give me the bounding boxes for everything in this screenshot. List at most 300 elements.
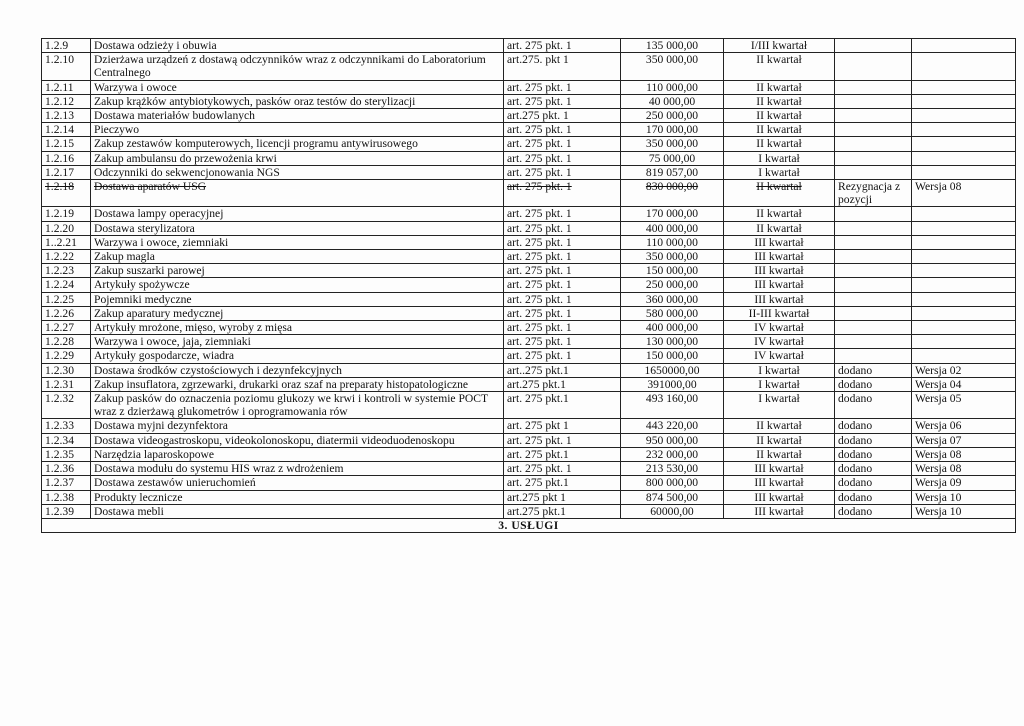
row-status-cell	[835, 504, 912, 518]
row-legal-basis-cell	[504, 392, 621, 419]
row-status-cell	[835, 109, 912, 123]
row-description-cell	[91, 419, 504, 433]
row-description: Odczynniki do sekwencjonowania NGS	[94, 165, 280, 179]
row-legal-basis: art. 275 pkt. 1	[507, 250, 572, 264]
table-row	[42, 137, 1016, 151]
row-value-cell	[621, 123, 724, 137]
row-status-cell	[835, 306, 912, 320]
row-value: 250 000,00	[645, 109, 699, 123]
row-version-cell	[912, 221, 1016, 235]
table-row	[42, 335, 1016, 349]
row-number-cell	[42, 235, 91, 249]
row-number-cell	[42, 53, 91, 80]
row-number-cell	[42, 207, 91, 221]
table-row	[42, 292, 1016, 306]
row-description: Pieczywo	[94, 123, 140, 137]
row-quarter-cell	[724, 53, 835, 80]
row-status-cell	[835, 180, 912, 207]
row-number-cell	[42, 447, 91, 461]
row-quarter-cell	[724, 207, 835, 221]
row-number: 1.2.13	[45, 109, 74, 123]
row-legal-basis: art. 275 pkt.1	[507, 476, 569, 490]
row-number: 1.2.36	[45, 462, 74, 476]
row-status: dodano	[838, 419, 873, 433]
row-value: 213 530,00	[645, 462, 699, 476]
row-version: Wersja 10	[915, 490, 962, 504]
row-version-cell	[912, 392, 1016, 419]
row-status: dodano	[838, 433, 873, 447]
row-number: 1.2.33	[45, 419, 74, 433]
row-quarter-cell	[724, 433, 835, 447]
row-version-cell	[912, 264, 1016, 278]
row-number-cell	[42, 349, 91, 363]
table-row	[42, 447, 1016, 461]
row-description: Dostawa myjni dezynfektora	[94, 419, 228, 433]
row-status-cell	[835, 250, 912, 264]
row-number: 1.2.24	[45, 278, 74, 292]
row-value: 443 220,00	[645, 419, 699, 433]
row-version: Wersja 08	[915, 447, 962, 461]
row-legal-basis: art. 275 pkt. 1	[507, 235, 572, 249]
row-value-cell	[621, 221, 724, 235]
row-number-cell	[42, 180, 91, 207]
row-description-cell	[91, 235, 504, 249]
row-description: Zakup aparatury medycznej	[94, 306, 224, 320]
row-version-cell	[912, 235, 1016, 249]
row-number: 1.2.23	[45, 264, 74, 278]
row-version-cell	[912, 419, 1016, 433]
row-description-cell	[91, 490, 504, 504]
row-value: 350 000,00	[645, 53, 699, 67]
row-version: Wersja 06	[915, 419, 962, 433]
row-version: Wersja 02	[915, 363, 962, 377]
row-legal-basis-cell	[504, 321, 621, 335]
row-version: Wersja 08	[915, 180, 962, 194]
row-status-cell	[835, 292, 912, 306]
row-value-cell	[621, 292, 724, 306]
row-status-cell	[835, 433, 912, 447]
row-status-cell	[835, 137, 912, 151]
row-value: 110 000,00	[646, 80, 698, 94]
row-value: 60000,00	[650, 504, 694, 518]
row-number: 1.2.12	[45, 94, 74, 108]
row-value: 950 000,00	[645, 433, 699, 447]
row-value-cell	[621, 250, 724, 264]
row-version-cell	[912, 109, 1016, 123]
row-quarter-cell	[724, 447, 835, 461]
row-quarter-cell	[724, 306, 835, 320]
row-description: Dostawa zestawów unieruchomień	[94, 476, 256, 490]
row-description-cell	[91, 264, 504, 278]
row-value: 830 000,00	[645, 180, 699, 194]
row-description: Narzędzia laparoskopowe	[94, 447, 215, 461]
row-status-cell	[835, 165, 912, 179]
row-legal-basis: art. 275 pkt 1	[507, 419, 569, 433]
row-value-cell	[621, 109, 724, 123]
row-legal-basis-cell	[504, 137, 621, 151]
row-quarter: I kwartał	[758, 165, 800, 179]
row-value-cell	[621, 433, 724, 447]
row-number: 1..2.21	[45, 235, 77, 249]
row-description-cell	[91, 462, 504, 476]
row-number-cell	[42, 264, 91, 278]
row-status: dodano	[838, 462, 873, 476]
table-row	[42, 250, 1016, 264]
row-value-cell	[621, 180, 724, 207]
row-quarter: II kwartał	[756, 123, 802, 137]
row-number: 1.2.19	[45, 207, 74, 221]
table-row	[42, 180, 1016, 207]
row-quarter-cell	[724, 476, 835, 490]
row-description-cell	[91, 39, 504, 53]
row-quarter-cell	[724, 278, 835, 292]
row-value-cell	[621, 447, 724, 461]
row-version-cell	[912, 151, 1016, 165]
table-row	[42, 377, 1016, 391]
row-value: 40 000,00	[648, 94, 696, 108]
row-number-cell	[42, 321, 91, 335]
row-status: dodano	[838, 392, 873, 406]
row-version-cell	[912, 39, 1016, 53]
row-number-cell	[42, 250, 91, 264]
row-quarter-cell	[724, 151, 835, 165]
row-description: Dostawa środków czystościowych i dezynfekcyjnych	[94, 363, 342, 377]
table-row	[42, 39, 1016, 53]
row-status-cell	[835, 447, 912, 461]
row-legal-basis: art. 275 pkt. 1	[507, 264, 572, 278]
row-number: 1.2.9	[45, 39, 69, 52]
row-status-cell	[835, 151, 912, 165]
row-number: 1.2.37	[45, 476, 74, 490]
row-quarter: III kwartał	[754, 278, 804, 292]
section-heading-cell	[42, 518, 1016, 532]
row-description: Dostawa videogastroskopu, videokolonoskopu, diatermii videoduodenoskopu	[94, 433, 455, 447]
row-description: Zakup krążków antybiotykowych, pasków oraz testów do sterylizacji	[94, 94, 416, 108]
row-number-cell	[42, 123, 91, 137]
row-quarter: III kwartał	[754, 250, 804, 264]
row-quarter-cell	[724, 221, 835, 235]
row-status: dodano	[838, 490, 873, 504]
row-number: 1.2.17	[45, 165, 74, 179]
row-version-cell	[912, 377, 1016, 391]
row-quarter: II kwartał	[756, 447, 802, 461]
row-version-cell	[912, 433, 1016, 447]
row-description: Artykuły mrożone, mięso, wyroby z mięsa	[94, 321, 293, 335]
row-quarter: III kwartał	[754, 490, 804, 504]
row-legal-basis: art. 275 pkt. 1	[507, 335, 572, 349]
table-row	[42, 221, 1016, 235]
row-version-cell	[912, 447, 1016, 461]
row-value-cell	[621, 321, 724, 335]
row-version: Wersja 04	[915, 377, 962, 391]
row-status: Rezygnacja z pozycji	[838, 180, 901, 207]
table-row	[42, 235, 1016, 249]
row-description: Dostawa odzieży i obuwia	[94, 39, 217, 52]
row-version: Wersja 05	[915, 392, 962, 406]
row-status: dodano	[838, 377, 873, 391]
table-row	[42, 349, 1016, 363]
row-description-cell	[91, 392, 504, 419]
row-legal-basis-cell	[504, 419, 621, 433]
row-description: Zakup suszarki parowej	[94, 264, 205, 278]
row-number-cell	[42, 392, 91, 419]
table-row	[42, 363, 1016, 377]
row-status-cell	[835, 39, 912, 53]
row-value-cell	[621, 151, 724, 165]
row-version-cell	[912, 476, 1016, 490]
row-quarter: IV kwartał	[754, 321, 804, 335]
row-version-cell	[912, 306, 1016, 320]
row-version-cell	[912, 321, 1016, 335]
row-number-cell	[42, 165, 91, 179]
row-description: Dostawa materiałów budowlanych	[94, 109, 255, 123]
row-legal-basis: art.275 pkt 1	[507, 490, 566, 504]
row-number-cell	[42, 109, 91, 123]
row-value: 75 000,00	[648, 151, 696, 165]
row-number-cell	[42, 306, 91, 320]
row-legal-basis-cell	[504, 53, 621, 80]
row-version-cell	[912, 349, 1016, 363]
row-version-cell	[912, 462, 1016, 476]
table-row	[42, 419, 1016, 433]
row-legal-basis: art. 275 pkt. 1	[507, 123, 572, 137]
row-legal-basis: art. 275 pkt. 1	[507, 433, 572, 447]
row-legal-basis: art. 275 pkt. 1	[507, 462, 572, 476]
row-quarter-cell	[724, 264, 835, 278]
row-description-cell	[91, 165, 504, 179]
row-quarter-cell	[724, 39, 835, 53]
row-description: Dostawa lampy operacyjnej	[94, 207, 224, 221]
row-value-cell	[621, 392, 724, 419]
row-value: 150 000,00	[645, 349, 699, 363]
row-legal-basis-cell	[504, 39, 621, 53]
row-quarter-cell	[724, 109, 835, 123]
row-description-cell	[91, 292, 504, 306]
row-number-cell	[42, 221, 91, 235]
row-number-cell	[42, 363, 91, 377]
row-value: 874 500,00	[645, 490, 699, 504]
row-value: 1650000,00	[644, 363, 700, 377]
row-value-cell	[621, 137, 724, 151]
row-status-cell	[835, 419, 912, 433]
row-legal-basis: art. 275 pkt.1	[507, 447, 569, 461]
table-row	[42, 462, 1016, 476]
row-legal-basis: art. 275 pkt. 1	[507, 39, 572, 52]
row-legal-basis: art.275. pkt 1	[507, 53, 569, 67]
row-number-cell	[42, 39, 91, 53]
row-quarter: I kwartał	[758, 151, 800, 165]
row-value: 232 000,00	[645, 447, 699, 461]
row-description: Zakup insuflatora, zgrzewarki, drukarki oraz szaf na preparaty histopatologiczne	[94, 377, 469, 391]
row-number: 1.2.32	[45, 392, 74, 406]
row-status: dodano	[838, 476, 873, 490]
row-value: 493 160,00	[645, 392, 699, 406]
row-quarter-cell	[724, 321, 835, 335]
row-quarter-cell	[724, 363, 835, 377]
row-quarter: II-III kwartał	[748, 306, 810, 320]
row-description-cell	[91, 151, 504, 165]
row-version-cell	[912, 94, 1016, 108]
row-value: 800 000,00	[645, 476, 699, 490]
row-version-cell	[912, 490, 1016, 504]
row-value: 350 000,00	[645, 250, 699, 264]
row-value: 130 000,00	[645, 335, 699, 349]
row-description: Warzywa i owoce	[94, 80, 177, 94]
row-legal-basis-cell	[504, 377, 621, 391]
table-body	[42, 39, 1016, 533]
row-quarter-cell	[724, 462, 835, 476]
row-description-cell	[91, 250, 504, 264]
row-quarter-cell	[724, 250, 835, 264]
row-legal-basis: art. 275 pkt. 1	[507, 165, 572, 179]
row-description-cell	[91, 180, 504, 207]
row-status-cell	[835, 335, 912, 349]
row-quarter: II kwartał	[756, 433, 802, 447]
row-number: 1.2.14	[45, 123, 74, 137]
row-value-cell	[621, 207, 724, 221]
row-legal-basis-cell	[504, 447, 621, 461]
row-quarter: III kwartał	[754, 264, 804, 278]
row-number-cell	[42, 335, 91, 349]
row-legal-basis: art. 275 pkt. 1	[507, 321, 572, 335]
row-number-cell	[42, 137, 91, 151]
row-number: 1.2.34	[45, 433, 74, 447]
row-number: 1.2.27	[45, 321, 74, 335]
table-row	[42, 151, 1016, 165]
row-quarter-cell	[724, 292, 835, 306]
row-number: 1.2.11	[45, 80, 74, 94]
row-description-cell	[91, 335, 504, 349]
row-description-cell	[91, 80, 504, 94]
table-row	[42, 53, 1016, 80]
row-value: 110 000,00	[646, 235, 698, 249]
row-number: 1.2.15	[45, 137, 74, 151]
row-legal-basis: art. 275 pkt. 1	[507, 80, 572, 94]
row-description-cell	[91, 377, 504, 391]
procurement-plan-table	[41, 38, 1016, 533]
row-number-cell	[42, 462, 91, 476]
row-description: Artykuły spożywcze	[94, 278, 190, 292]
row-value: 170 000,00	[645, 207, 699, 221]
row-version: Wersja 08	[915, 462, 962, 476]
row-number-cell	[42, 419, 91, 433]
row-quarter: II kwartał	[756, 109, 802, 123]
row-value: 400 000,00	[645, 321, 699, 335]
row-legal-basis-cell	[504, 433, 621, 447]
row-status-cell	[835, 123, 912, 137]
row-quarter: II kwartał	[756, 221, 802, 235]
row-status-cell	[835, 94, 912, 108]
row-legal-basis: art. 275 pkt. 1	[507, 94, 572, 108]
row-status-cell	[835, 53, 912, 80]
row-status-cell	[835, 321, 912, 335]
row-number: 1.2.31	[45, 377, 74, 391]
row-number: 1.2.18	[45, 180, 74, 194]
row-number: 1.2.35	[45, 447, 74, 461]
row-number: 1.2.25	[45, 292, 74, 306]
row-number: 1.2.10	[45, 53, 74, 67]
row-number-cell	[42, 476, 91, 490]
row-quarter: III kwartał	[754, 235, 804, 249]
row-legal-basis: art. 275 pkt. 1	[507, 207, 572, 221]
row-description-cell	[91, 221, 504, 235]
row-value-cell	[621, 504, 724, 518]
row-quarter: I kwartał	[758, 392, 800, 406]
section-heading-row	[42, 518, 1016, 532]
row-number: 1.2.28	[45, 335, 74, 349]
row-description: Pojemniki medyczne	[94, 292, 192, 306]
row-status-cell	[835, 278, 912, 292]
row-status-cell	[835, 221, 912, 235]
row-description-cell	[91, 53, 504, 80]
row-status-cell	[835, 264, 912, 278]
row-legal-basis-cell	[504, 490, 621, 504]
row-number: 1.2.26	[45, 306, 74, 320]
row-value: 400 000,00	[645, 221, 699, 235]
row-value: 250 000,00	[645, 278, 699, 292]
row-number-cell	[42, 433, 91, 447]
row-status: dodano	[838, 363, 873, 377]
row-number: 1.2.38	[45, 490, 74, 504]
section-heading: 3. USŁUGI	[498, 518, 559, 532]
row-value-cell	[621, 419, 724, 433]
table-row	[42, 490, 1016, 504]
row-quarter-cell	[724, 349, 835, 363]
row-description: Produkty lecznicze	[94, 490, 183, 504]
row-number-cell	[42, 377, 91, 391]
row-quarter: II kwartał	[756, 80, 802, 94]
row-description: Zakup zestawów komputerowych, licencji programu antywirusowego	[94, 137, 418, 151]
table-row	[42, 123, 1016, 137]
row-description-cell	[91, 349, 504, 363]
row-version-cell	[912, 165, 1016, 179]
row-status-cell	[835, 80, 912, 94]
row-value-cell	[621, 306, 724, 320]
row-value: 360 000,00	[645, 292, 699, 306]
row-description-cell	[91, 137, 504, 151]
row-version-cell	[912, 123, 1016, 137]
row-number-cell	[42, 490, 91, 504]
row-value-cell	[621, 335, 724, 349]
row-number: 1.2.20	[45, 221, 74, 235]
row-description-cell	[91, 278, 504, 292]
table-row	[42, 306, 1016, 320]
row-legal-basis: art. 275 pkt. 1	[507, 278, 572, 292]
row-quarter: II kwartał	[756, 419, 802, 433]
row-value: 135 000,00	[645, 39, 699, 52]
row-version-cell	[912, 80, 1016, 94]
table-row	[42, 207, 1016, 221]
row-number-cell	[42, 94, 91, 108]
row-value-cell	[621, 80, 724, 94]
row-status: dodano	[838, 504, 873, 518]
row-number: 1.2.39	[45, 504, 74, 518]
row-quarter-cell	[724, 377, 835, 391]
row-description-cell	[91, 123, 504, 137]
row-status-cell	[835, 363, 912, 377]
row-legal-basis-cell	[504, 109, 621, 123]
table-row	[42, 94, 1016, 108]
row-description-cell	[91, 504, 504, 518]
row-description-cell	[91, 363, 504, 377]
row-version-cell	[912, 137, 1016, 151]
row-legal-basis-cell	[504, 80, 621, 94]
table-row	[42, 109, 1016, 123]
row-version-cell	[912, 504, 1016, 518]
row-quarter-cell	[724, 137, 835, 151]
row-quarter-cell	[724, 165, 835, 179]
row-status-cell	[835, 207, 912, 221]
